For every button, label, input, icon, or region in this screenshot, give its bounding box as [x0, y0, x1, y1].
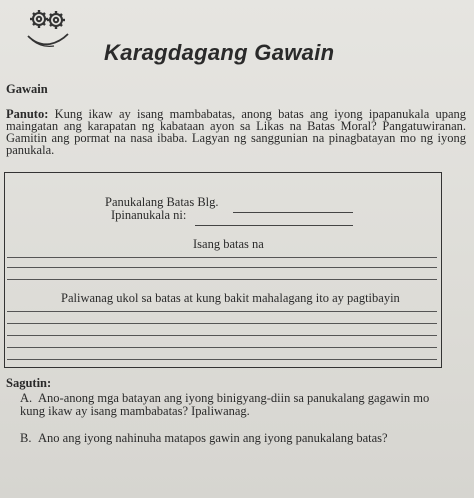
ipinanukala-blank[interactable]: [195, 225, 353, 226]
answer-line[interactable]: [7, 347, 437, 348]
panukalang-batas-blank[interactable]: [233, 212, 353, 213]
answer-line[interactable]: [7, 279, 437, 280]
question-text: Ano ang iyong nahinuha matapos gawin ang iyong panukalang batas?: [38, 431, 388, 445]
answer-line[interactable]: [7, 323, 437, 324]
instructions: [6, 108, 466, 156]
answer-line[interactable]: [7, 311, 437, 312]
answer-line[interactable]: [7, 257, 437, 258]
answer-line[interactable]: [7, 359, 437, 360]
answer-form-box: [4, 172, 442, 368]
question-a: [20, 392, 450, 418]
answer-line[interactable]: [7, 335, 437, 336]
panukalang-batas-label: Panukalang Batas Blg.: [105, 195, 219, 209]
paliwanag-label: Paliwanag ukol sa batas at kung bakit mahalagang ito ay pagtibayin: [61, 291, 400, 305]
page-title: Karagdagang Gawain: [104, 40, 335, 65]
question-letter: A.: [20, 391, 33, 405]
answer-line[interactable]: [7, 267, 437, 268]
sagutin-label: Sagutin:: [6, 376, 52, 390]
instructions-text: Kung ikaw ay isang mambabatas, anong batas ang iyong ipapanukala upang maingatan ang karapatan ng kabataan ayon sa Likas na Batas Moral? Pangatuwiranan. Gamitin ang pormat na nasa ibaba. Lagyan ng sanggunian na pinagbatayan mo ng iyong panukala.: [6, 107, 466, 157]
section-label: Gawain: [6, 82, 48, 96]
ipinanukala-label: Ipinanukala ni:: [111, 208, 187, 222]
isang-batas-label: Isang batas na: [193, 237, 264, 251]
instructions-label: Panuto:: [6, 107, 49, 121]
gears-hand-icon: [24, 6, 72, 50]
question-letter: B.: [20, 431, 32, 445]
question-b: [20, 432, 450, 445]
question-text: Ano-anong mga batayan ang iyong binigyang-diin sa panukalang gagawin mo kung ikaw ay isang mambabatas? Ipaliwanag.: [20, 391, 430, 418]
